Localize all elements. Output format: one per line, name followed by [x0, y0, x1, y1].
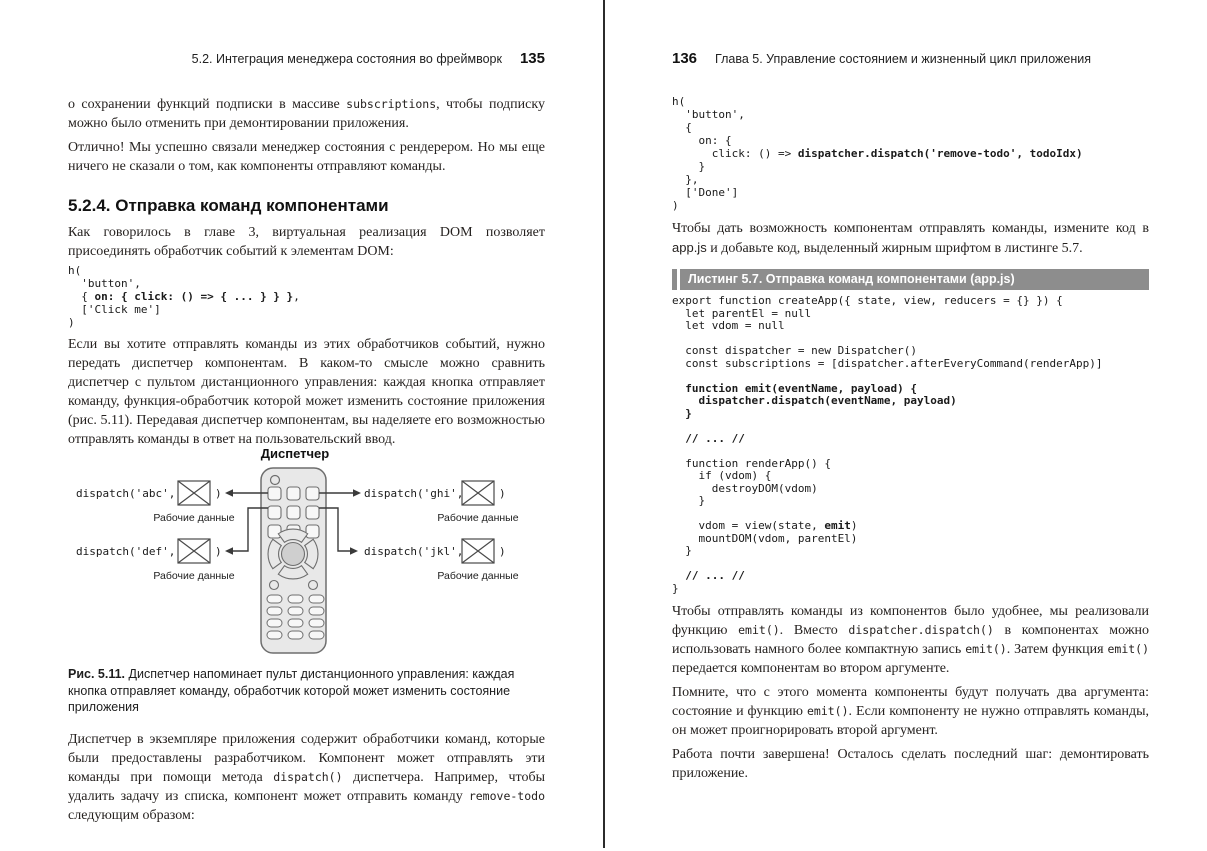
listing-title: Листинг 5.7. Отправка команд компонентами (app.js): [688, 272, 1015, 286]
payload-label: Рабочие данные: [437, 512, 519, 524]
paragraph: Как говорилось в главе 3, виртуальная реализация DOM позволяет присоединять обработчик событий к элементам DOM:: [68, 225, 545, 259]
figure-title: Диспетчер: [260, 446, 330, 461]
page-gutter-divider: [603, 0, 605, 848]
left-page-number: 135: [519, 50, 545, 67]
paragraph: Чтобы дать возможность компонентам отправлять команды, измените код в app.js и добавьте код, выделенный жирным шрифтом в листинге 5.7.: [672, 221, 1149, 256]
remote-power-button-icon: [271, 476, 280, 485]
paragraph: Помните, что с этого момента компоненты будут получать два аргумента: состояние и функцию emit(). Если компоненту не нужно отправлять команды, он может проигнорировать второй аргумент.: [672, 685, 1149, 738]
dispatch-def-label: dispatch('def',: [76, 545, 176, 558]
code-block: h( 'button', { on: { click: () => { ... } } }, ['Click me'] ): [68, 264, 300, 329]
figure-dispatcher-remote: [68, 445, 558, 663]
paragraph: о сохранении функций подписки в массиве subscriptions, чтобы подписку можно было отменить при демонтировании приложения.: [68, 97, 545, 131]
left-running-head: [68, 50, 545, 68]
code-block: h( 'button', { on: { click: () => dispatcher.dispatch('remove-todo', todoIdx) } }, ['Done'] ): [672, 95, 1083, 212]
left-page: [68, 50, 545, 825]
dispatch-abc-label: dispatch('abc',: [76, 487, 176, 500]
paragraph: Если вы хотите отправлять команды из этих обработчиков событий, нужно передать диспетчер компонентам. В каком-то смысле можно сравнить диспетчер с пультом дистанционного управления: каждая кнопка отправляет команду, функция-обработчик которой может изменить состояние приложения (рис. 5.11). Передавая диспетчер компонентам, вы наделяете его возможностью отправлять команды в ответ на пользовательский ввод.: [68, 337, 545, 447]
dispatch-ghi-label: dispatch('ghi',: [364, 487, 464, 500]
paragraph: Чтобы отправлять команды из компонентов было удобнее, мы реализовали функцию emit(). Вместо dispatcher.dispatch() в компонентах можно использовать намного более компактную запись emit(). Затем функция emit() передается компонентам во втором аргументе.: [672, 604, 1150, 676]
right-running-head-title: Глава 5. Управление состоянием и жизненный цикл приложения: [715, 52, 1091, 66]
listing-code-block: export function createApp({ state, view, reducers = {} }) { let parentEl = null let vdom = null const dispatcher = new Dispatcher() const subscriptions = [dispatcher.afterEveryCommand(renderApp)] function emit(eventName, payload) { dispatcher.dispatch(eventName, payload) } // ... // function renderApp() { if (vdom) { destroyDOM(vdom) } vdom = view(state, emit) mountDOM(vdom, parentEl) } // ... // }: [672, 294, 1103, 595]
close-paren: ): [215, 487, 222, 500]
right-page: [672, 50, 1149, 783]
left-running-head-title: 5.2. Интеграция менеджера состояния во фреймворк: [191, 52, 502, 66]
paragraph: Диспетчер в экземпляре приложения содержит обработчики команд, которые были предоставлены разработчиком. Компонент может отправлять эти команды при помощи метода dispatch() диспетчера. Например, чтобы удалить задачу из списка, компонент может отправить команду remove-todo следующим образом:: [68, 731, 546, 823]
remote-control-illustration: [261, 468, 326, 653]
payload-label: Рабочие данные: [437, 570, 519, 582]
section-heading: 5.2.4. Отправка команд компонентами: [68, 196, 389, 215]
close-paren: ): [215, 545, 222, 558]
listing-header-bar: [672, 269, 1149, 290]
paragraph: Работа почти завершена! Осталось сделать последний шаг: демонтировать приложение.: [672, 747, 1149, 781]
close-paren: ): [499, 487, 506, 500]
right-running-head: [672, 50, 1149, 68]
payload-label: Рабочие данные: [153, 512, 235, 524]
close-paren: ): [499, 545, 506, 558]
dispatch-jkl-label: dispatch('jkl',: [364, 545, 464, 558]
paragraph: Отлично! Мы успешно связали менеджер состояния с рендерером. Но мы еще ничего не сказали о том, как компоненты отправляют команды.: [68, 140, 545, 174]
figure-caption: Рис. 5.11. Диспетчер напоминает пульт дистанционного управления: каждая кнопка отправляет команду, обработчик которой может изменить состояние приложения: [68, 667, 515, 714]
right-page-number: 136: [672, 50, 698, 67]
payload-label: Рабочие данные: [153, 570, 235, 582]
listing-header-notch: [677, 269, 680, 290]
